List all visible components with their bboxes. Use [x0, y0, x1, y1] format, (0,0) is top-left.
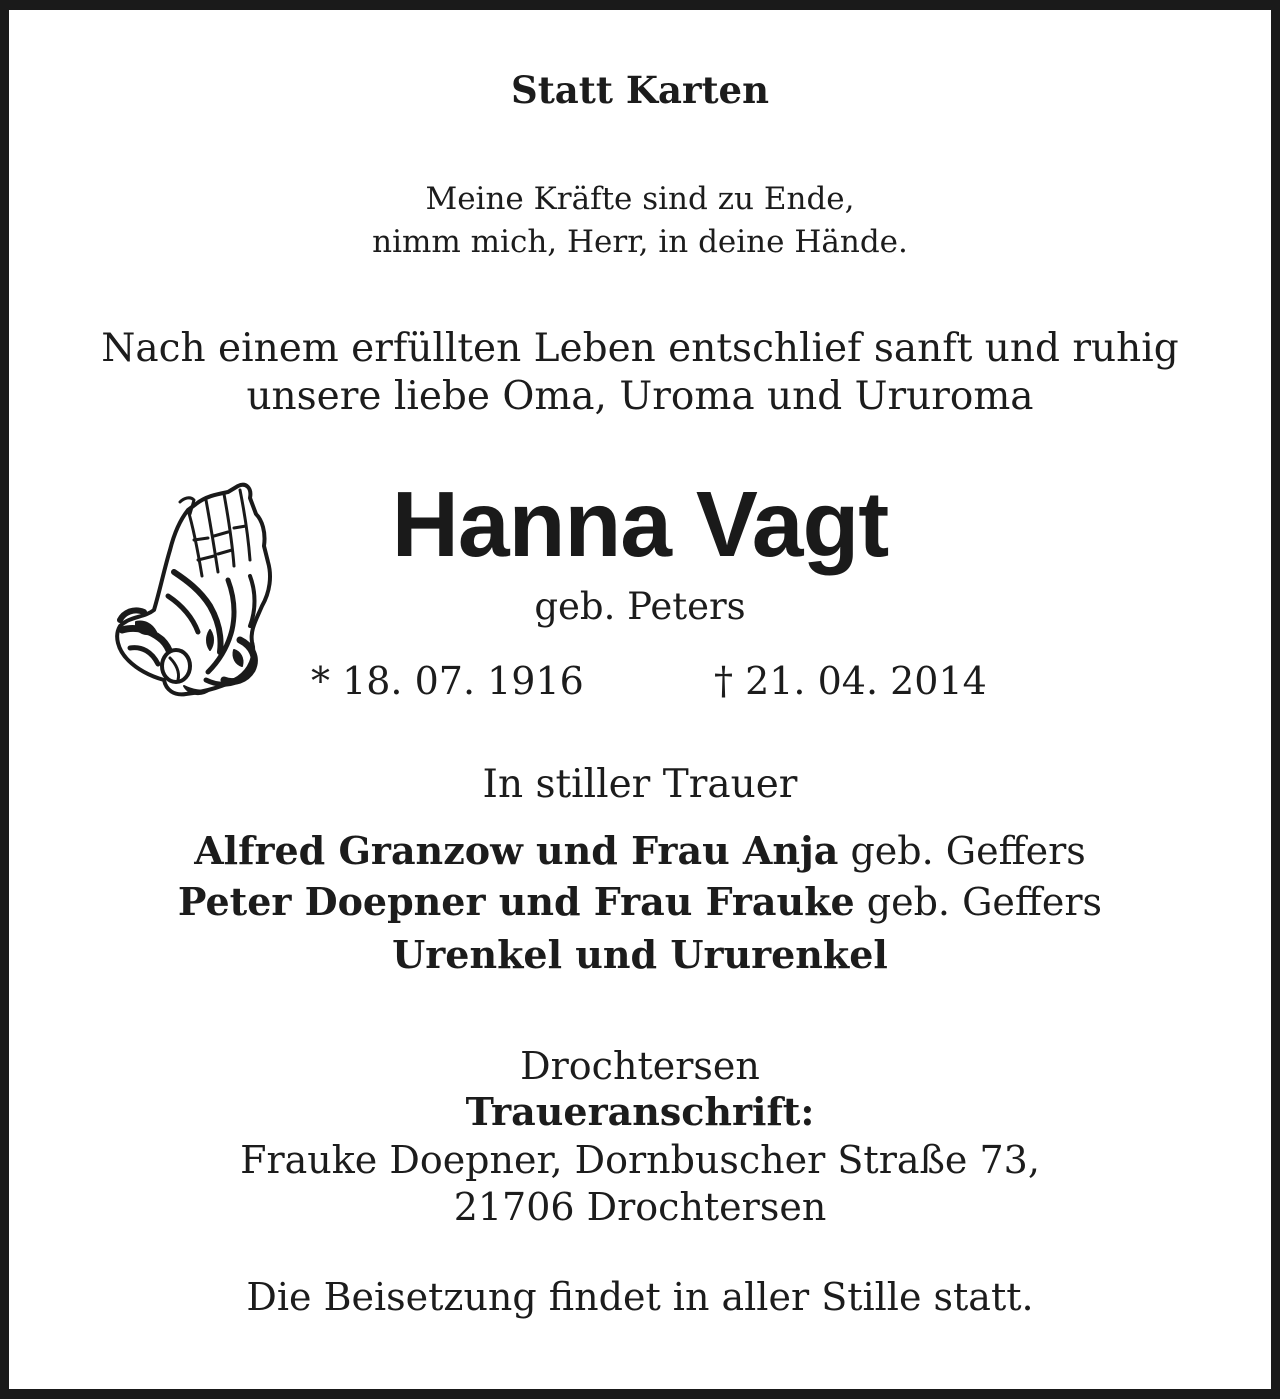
birth-date: * 18. 07. 1916 [311, 659, 584, 703]
place-name: Drochtersen [520, 1044, 760, 1088]
death-date: † 21. 04. 2014 [714, 659, 987, 703]
intro-line-1: Nach einem erfüllten Leben entschlief sanft und ruhig [101, 326, 1179, 371]
mourning-line: In stiller Trauer [482, 762, 798, 807]
address-line-2: 21706 Drochtersen [453, 1185, 827, 1229]
family-line-2 [0, 879, 1280, 924]
verse-line-2: nimm mich, Herr, in deine Hände. [372, 224, 908, 260]
family-line-1 [0, 828, 1280, 873]
verse-line-1: Meine Kräfte sind zu Ende, [425, 181, 855, 217]
family-line-3 [0, 932, 1280, 977]
deceased-name: Hanna Vagt [391, 472, 889, 576]
family-names: Alfred Granzow und Frau Anja [194, 828, 839, 873]
family-names: Peter Doepner und Frau Frauke [177, 879, 855, 924]
family-names: Urenkel und Ururenkel [392, 932, 888, 977]
header-title: Statt Karten [510, 68, 769, 112]
maiden-name: geb. Peters [534, 585, 746, 628]
address-line-1: Frauke Doepner, Dornbuscher Straße 73, [240, 1138, 1040, 1182]
address-label: Traueranschrift: [465, 1089, 815, 1134]
burial-note: Die Beisetzung findet in aller Stille statt. [246, 1275, 1034, 1319]
family-maiden: geb. Geffers [838, 829, 1086, 873]
intro-line-2: unsere liebe Oma, Uroma und Ururoma [246, 374, 1034, 419]
family-maiden: geb. Geffers [854, 880, 1103, 924]
